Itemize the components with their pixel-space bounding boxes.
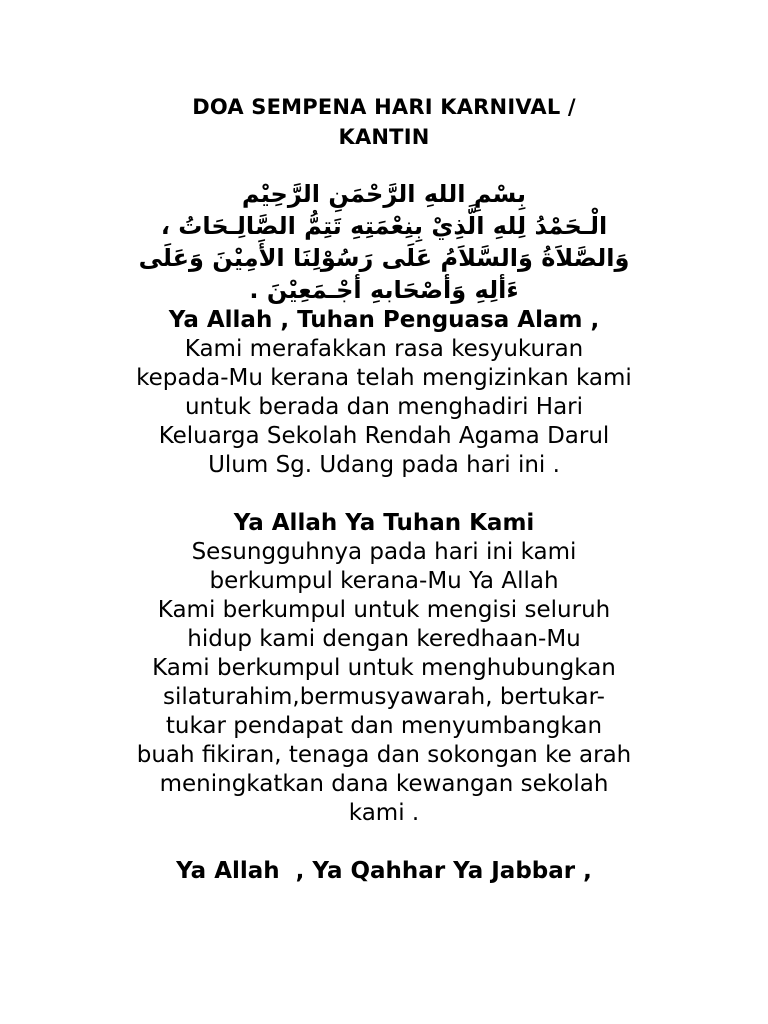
body-line: Kami berkumpul untuk menghubungkan [152,655,616,681]
body-line: kepada-Mu kerana telah mengizinkan kami [136,365,632,391]
body-line: silaturahim,bermusyawarah, bertukar- [163,684,605,710]
body-line: kami . [348,800,420,826]
body-line: untuk berada dan menghadiri Hari [184,394,584,420]
body-line: tukar pendapat dan menyumbangkan [165,713,603,739]
arabic-line: وَالصَّلاَةُ وَالسَّلاَمُ عَلَى رَسُوْلِنَا الأَمِيْنَ وَعَلَى [138,244,630,272]
section-heading: Ya Allah Ya Tuhan Kami [233,510,535,536]
document-title [106,92,662,152]
arabic-line: ءَألِهِ وَأصْحَابهِ أجْـمَعِيْنَ . [249,276,519,304]
body-line: Kami berkumpul untuk mengisi seluruh [157,597,611,623]
prayer-section-1 [106,306,662,480]
arabic-opening-prayer [106,178,662,306]
title-line: DOA SEMPENA HARI KARNIVAL / [192,95,576,119]
arabic-line: بِسْمِ اللهِ الرَّحْمَنِ الرَّحِيْم [241,180,527,208]
section-heading: Ya Allah , Tuhan Penguasa Alam , [168,307,600,333]
section-body [106,335,662,480]
body-line: berkumpul kerana-Mu Ya Allah [209,568,559,594]
document-content [106,92,662,886]
paragraph-gap [106,828,662,857]
section-body [106,538,662,828]
arabic-line: الْـحَمْدُ لِلهِ الَّذِيْ بِنِعْمَتِهِ تَتِمُّ الصَّالِـحَاتُ ، [160,212,608,240]
section-heading: Ya Allah , Ya Qahhar Ya Jabbar , [176,858,592,884]
body-line: hidup kami dengan keredhaan-Mu [187,626,581,652]
body-line: Sesungguhnya pada hari ini kami [191,539,577,565]
prayer-section-3 [106,857,662,886]
body-line: Kami merafakkan rasa kesyukuran [184,336,584,362]
title-line: KANTIN [338,125,430,149]
body-line: Keluarga Sekolah Rendah Agama Darul [158,423,610,449]
body-line: Ulum Sg. Udang pada hari ini . [208,452,560,478]
prayer-section-2 [106,509,662,828]
body-line: buah fikiran, tenaga dan sokongan ke arah [136,742,632,768]
body-line: meningkatkan dana kewangan sekolah [159,771,609,797]
paragraph-gap [106,480,662,509]
